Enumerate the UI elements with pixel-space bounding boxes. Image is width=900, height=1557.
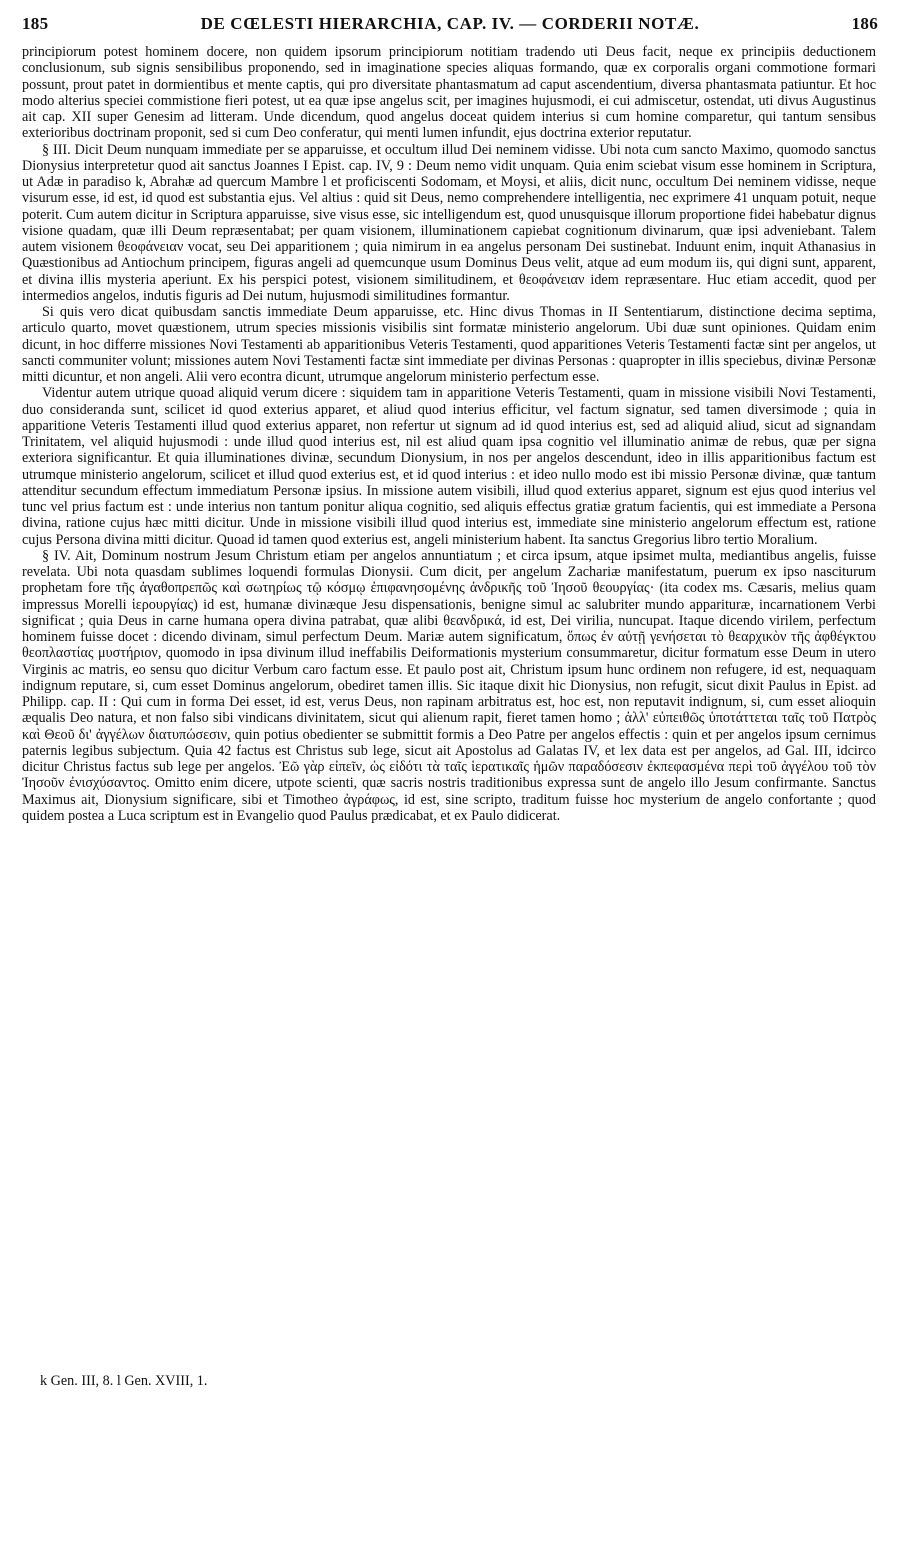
- main-text: [22, 44, 876, 1344]
- paragraph-opinions: Videntur autem utrique quoad aliquid verum dicere : siquidem tam in apparitione Veteris Testamenti, quam in missione visibili Novi Testamenti, duo consideranda sunt, scilicet id quod exterius apparet, et aliud quod interius efficitur, vel factum signatur, sed tamen diversimode ; quia in apparitione Veteris Testamenti illud quod exterius apparet, non refertur ut signum ad id quod interius est, sed ad aliquid aliud, sicut ad signandam Trinitatem, vel aliquid hujusmodi : unde illud quod interius est, nil est aliud quam ipsa cognitio vel illuminatio animæ de rebus, quæ per signa exteriora significantur. Et quia illuminationes divinæ, secundum Dionysium, in nos per angelos descendunt, ideo in illis apparitionibus factum est utrumque ministerio angelorum, scilicet et illud quod exterius est, et id quod interius : et ideo nullo modo est ibi missio Personæ divinæ, quæ tantum attenditur secundum effectum immediatum Personæ ipsius. In missione autem visibili, illud quod exterius apparet, signum est ejus quod interius vel tunc vel prius factum est : unde interius non tantum ponitur aliqua cognitio, sed aliquis effectus gratiæ gratum facientis, qui est immediate a Persona divina, ratione cujus hæc mitti dicitur. Unde in missione visibili illud quod interius est, immediate sine ministerio angelorum effectum est, ratione cujus Persona divina mitti dicitur. Quoad id tamen quod exterius est, angeli ministerium habent. Ita sanctus Gregorius libro tertio Moralium.: [22, 385, 876, 548]
- paragraph-section-4: § IV. Ait, Dominum nostrum Jesum Christum etiam per angelos annuntiatum ; et circa ipsum, atque ipsimet multa, mediantibus angelis, fuisse revelata. Ubi nota quasdam sublimes loquendi formulas Dionysii. Cum dicit, per angelum Zachariæ manifestatum, puerum ex ipso nasciturum prophetam fore τῆς ἀγαθοπρεπῶς καὶ σωτηρίως τῷ κόσμῳ ἐπιφανησομένης ἀνδρικῆς τοῦ Ἰησοῦ θεουργίας· (ita codex ms. Cæsaris, melius quam impressus Morelli ἱερουργίας) id est, humanæ divinæque Jesu dispensationis, benigne simul ac salubriter mundo apparituræ, incarnationem Verbi significat ; quia Deus in carne humana opera divina patrabat, quæ alibi θεανδρικά, id est, Dei virilia, nuncupat. Itaque dicendo virilem, perfectum hominem fuisse docet : dicendo divinam, simul perfectum Deum. Mariæ autem significatum, ὅπως ἐν αὐτῇ γενήσεται τὸ θεαρχικὸν τῆς ἀφθέγκτου θεοπλαστίας μυστήριον, quomodo in ipsa divinum illud ineffabilis Deiformationis mysterium consummaretur, dicitur formatum esse Deum in utero Virginis ac matris, eo sensu quo dicitur Verbum caro factum esse. Et paulo post ait, Christum ipsum hunc ordinem non refugere, id est, nequaquam indignum reputare, si, cum esset Dominus angelorum, obediret tamen illis. Sic itaque dixit hic Dionysius, non refugit, sicut dixit Paulus in Epist. ad Philipp. cap. II : Qui cum in forma Dei esset, id est, verus Deus, non rapinam arbitratus est, hoc est, non reputavit indignum, si, cum esset alioquin æqualis Deo natura, et non falso sibi vindicans divinitatem, sicut qui alienum rapit, fieret tamen homo ; ἀλλ' εὐπειθῶς ὑποτάττεται ταῖς τοῦ Πατρὸς καὶ Θεοῦ δι' ἀγγέλων διατυπώσεσιν, quin potius obedienter se submittit formis a Deo Patre per angelos effectis : quin et per angelos ipsum cernimus paternis legibus subjectum. Quia 42 factus est Christus sub lege, sicut ait Apostolus ad Galatas IV, et lex data est per angelos, ad Gal. III, idcirco dicitur Christus factus sub lege per angelos. Ἐῶ γὰρ εἰπεῖν, ὡς εἰδότι τὰ ταῖς ἱερατικαῖς ἡμῶν παραδόσεσιν ἐκπεφασμένα περὶ τοῦ ἀγγέλου τοῦ τὸν Ἰησοῦν ἐνισχύσαντος. Omitto enim dicere, utpote scienti, quæ sacris nostris traditionibus expressa sunt de angelo illo Jesum confirmante. Sanctus Maximus ait, Dionysium significare, sibi et Timotheo ἀγράφως, id est, sine scripto, traditum fuisse hoc mysterium de angelo confortante ; quod quidem postea a Luca scriptum est in Evangelio quod Paulus prædicabat, et ex Paulo didicerat.: [22, 547, 876, 824]
- paragraph-continuation: principiorum potest hominem docere, non quidem ipsorum principiorum notitiam tradendo uti Deus facit, neque ex principiis deductionem conclusionum, sub signis sensibilibus proponendo, sed in imaginatione species aliquas formando, quæ ex corporalis organi commotione formari possunt, prout patet in dormientibus et mente captis, qui pro diversitate phantasmatum ad caput ascendentium, diversa phantasmata patiuntur. Et hoc modo alterius speciei commistione fieri potest, ut ea quæ ipse angelus scit, per imagines hujusmodi, ei cui admiscetur, ostendat, uti divus Augustinus ait cap. XII super Genesim ad litteram. Unde dicendum, quod angelus doceat quidem interius si cum homine comparetur, qui tantum sensibus exterioribus doctrinam proponit, sed si cum Deo conferatur, qui menti lumen infundit, ejus doctrina exterior reputatur.: [22, 44, 876, 142]
- page-number-right: 186: [851, 14, 878, 33]
- running-header: [22, 14, 878, 40]
- running-title: DE CŒLESTI HIERARCHIA, CAP. IV. — CORDERII NOTÆ.: [200, 14, 700, 33]
- page-number-left: 185: [22, 14, 49, 33]
- paragraph-commentary: Si quis vero dicat quibusdam sanctis immediate Deum apparuisse, etc. Hinc divus Thomas in II Sententiarum, distinctione decima septima, articulo quarto, movet quæstionem, utrum species missionis visibilis sint formatæ ministerio angelorum. Ubi duæ sunt opiniones. Quidam enim dicunt, in hoc differre missiones Novi Testamenti ab apparitionibus Veteris Testamenti, quod apparitiones Veteris Testamenti factæ sint per angelos, ut sancti communiter volunt; missiones autem Novi Testamenti factæ sint immediate per divinas Personas : quapropter in illis speciebus, divinæ Personæ mitti dicuntur, et non angeli. Alii vero econtra dicunt, utrumque angelorum ministerio perfectum esse.: [22, 304, 876, 385]
- footnotes: k Gen. III, 8. l Gen. XVIII, 1.: [40, 1373, 208, 1389]
- paragraph-section-3: § III. Dicit Deum nunquam immediate per se apparuisse, et occultum illud Dei neminem vidisse. Ubi nota cum sancto Maximo, quomodo sanctus Dionysius interpretetur quod ait sanctus Joannes I Epist. cap. IV, 9 : Deum nemo vidit unquam. Quia enim sciebat visum esse hominem in Scriptura, ut Adæ in paradiso k, Abrahæ ad quercum Mambre l et proficiscenti Sodomam, et Moysi, et aliis, dicit nunc, occultum Dei neminem vidisse, neque visurum esse, id est, id quod est substantia ejus. Vel altius : quid sit Deus, nemo comprehendere intelligentia, nec exprimere 41 unquam potuit, neque poterit. Cum autem dicitur in Scriptura apparuisse, sive visus esse, sic intelligendum est, quod unusquisque illorum proportione fidei habebatur dignus visione quadam, quæ illi Deum repræsentabat; per quam visionem, illuminationem capiebat cognitionum divinarum, quæ ipsi adveniebant. Talem autem visionem θεοφάνειαν vocat, seu Dei apparitionem ; quia nimirum in ea angelus personam Dei sustinebat. Induunt enim, inquit Athanasius in Quæstionibus ad Antiochum principem, figuras angeli ad quemcunque usum Dominus Deus velit, atque ad eum modum iis, qui digni sunt, apparent, et divina illis mysteria aperiunt. Ex his perspici potest, visionem similitudinem, et θεοφάνειαν idem repræsentare. Huc etiam accedit, quod per intermedios angelos, indutis figuris ad Dei nutum, hujusmodi similitudines formantur.: [22, 141, 876, 304]
